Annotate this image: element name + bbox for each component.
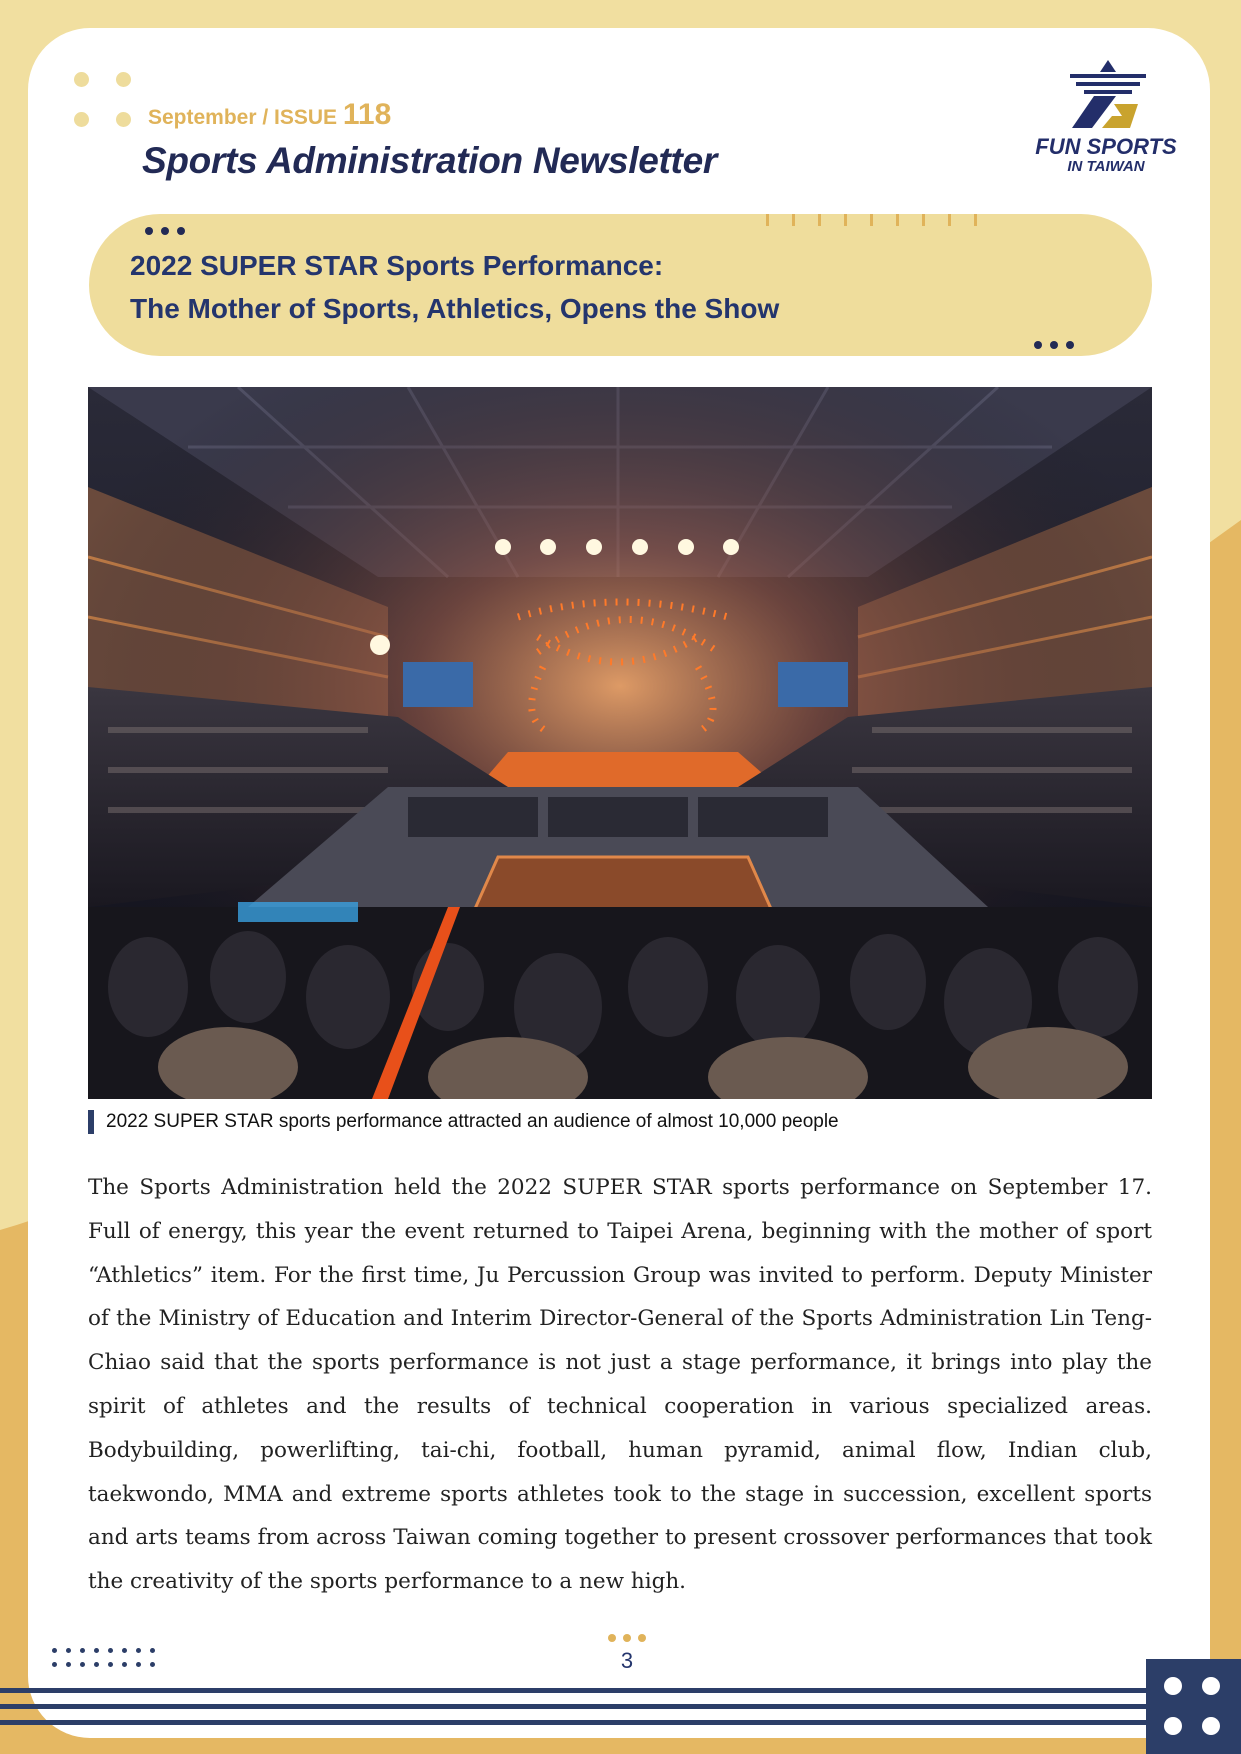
caption-bar <box>88 1110 94 1134</box>
logo-text-line1: FUN SPORTS <box>1035 134 1177 159</box>
footer-stripes <box>0 1688 1241 1754</box>
corner-dots-box <box>1146 1659 1241 1754</box>
star-runner-logo-icon <box>1068 58 1148 134</box>
banner-dots-top <box>145 227 185 235</box>
article-body: The Sports Administration held the 2022 SUPER STAR sports performance on September 17. Full of energy, this year the event returned to Taipei Arena, beginning with the mother of sport “Athletics” item. For the first time, Ju Percussion Group was invited to perform. Deputy Minister of the Ministry of Education and Interim Director-General of the Sports Administration Lin Teng-Chiao said that the sports performance is not just a stage performance, it brings into play the spirit of athletes and the results of technical cooperation in various specialized areas. Bodybuilding, powerlifting, tai-chi, football, human pyramid, animal flow, Indian club, taekwondo, MMA and extreme sports athletes took to the stage in succession, excellent sports and arts teams from across Taiwan coming together to present crossover performances that took the creativity of the sports performance to a new high. <box>88 1175 1152 1595</box>
logo-text-line2: IN TAIWAN <box>1067 158 1145 175</box>
page-number: 3 <box>620 1648 634 1673</box>
headline-line-1: 2022 SUPER STAR Sports Performance: <box>130 250 664 281</box>
banner-dots-bottom <box>1034 341 1074 349</box>
issue-month-label: September / ISSUE <box>148 106 338 129</box>
decorative-dots-top-left <box>74 72 134 132</box>
issue-number: 118 <box>342 98 392 131</box>
caption-text: 2022 SUPER STAR sports performance attracted an audience of almost 10,000 people <box>106 1111 839 1132</box>
issue-label <box>148 98 391 132</box>
headline-line-2: The Mother of Sports, Athletics, Opens the Show <box>130 293 780 324</box>
fun-sports-logo <box>1030 58 1182 178</box>
page-number-dots <box>608 1634 646 1642</box>
arena-stage-photo <box>88 387 1152 1099</box>
decorative-dots-bottom-left <box>52 1648 172 1670</box>
newsletter-title: Sports Administration Newsletter <box>142 140 717 181</box>
banner-ticks <box>766 214 977 226</box>
article-headline <box>130 244 779 330</box>
photo-caption <box>88 1110 839 1134</box>
